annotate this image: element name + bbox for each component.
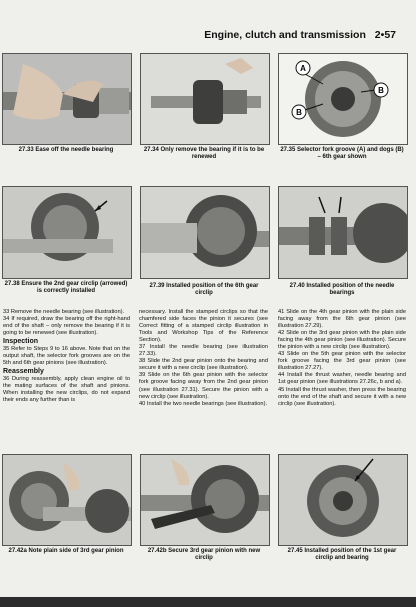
para-44: 44 Install the thrust washer, needle bearing and 1st gear pinion (see illustrations 27.26c, b and a). — [278, 372, 406, 386]
photo-27-42b — [140, 454, 270, 546]
caption-27-33: 27.33 Ease off the needle bearing — [18, 147, 114, 153]
para-37: 37 Install the needle bearing (see illustration 27.33). — [139, 344, 268, 358]
photo-27-45 — [278, 454, 408, 546]
label-a: A — [300, 64, 306, 73]
header-title — [204, 29, 396, 41]
text-column-2 — [139, 309, 268, 408]
section-title: Engine, clutch and transmission — [204, 29, 366, 41]
photo-27-33 — [2, 53, 132, 145]
photo-27-38 — [2, 186, 132, 279]
photo-27-34-image — [141, 54, 269, 144]
para-36: 36 During reassembly, apply clean engine oil to the mating surfaces of the shaft and pinions. When installing the new circlips, do not expand their ends any further than is — [3, 376, 130, 404]
label-b-right: B — [378, 86, 384, 95]
heading-inspection: Inspection — [3, 338, 39, 346]
photo-27-42b-image — [141, 455, 269, 545]
photo-27-42a-image — [3, 455, 131, 545]
para-42: 42 Slide on the 3rd gear pinion with the plain side facing the 4th gear pinion (see illustration). Secure the pinion with a new circlip (see illustration). — [278, 330, 406, 351]
photo-27-42a — [2, 454, 132, 546]
photo-27-34 — [140, 53, 270, 145]
text-column-1 — [3, 309, 130, 405]
para-40: 40 Install the two needle bearings (see illustration). — [139, 400, 268, 407]
photo-27-45-image — [279, 455, 407, 545]
caption-27-45: 27.45 Installed position of the 1st gear circlip and bearing — [287, 548, 397, 562]
caption-27-40: 27.40 Installed position of the needle bearings — [289, 283, 395, 297]
caption-27-38: 27.38 Ensure the 2nd gear circlip (arrowed) is correctly installed — [4, 281, 128, 295]
para-34: 34 If required, draw the bearing off the right-hand end of the shaft – only remove the bearing if it is going to be renewed (see illustration). — [3, 316, 130, 337]
heading-reassembly: Reassembly — [3, 368, 44, 376]
para-39: 39 Slide on the 6th gear pinion with the selector fork groove facing away from the 2nd gear pinion (see illustration 27.31). Secure the pinion with a new circlip (see illustration). — [139, 372, 268, 400]
caption-27-42b: 27.42b Secure 3rd gear pinion with new circlip — [147, 548, 261, 562]
caption-27-34: 27.34 Only remove the bearing if it is to be renewed — [143, 147, 265, 161]
para-36-cont: necessary. Install the stamped circlips so that the chamfered side faces the pinion it secures (see Correct fitting of a stamped circlip illustration in Tools and Workshop Tips of the Reference Section). — [139, 309, 268, 344]
photo-27-38-image — [3, 187, 131, 278]
photo-27-35 — [278, 53, 408, 145]
para-45: 45 Install the thrust washer, then press the bearing onto the end of the shaft and secure it with a new circlip (see illustration). — [278, 386, 406, 407]
photo-27-39 — [140, 186, 270, 279]
para-33: 33 Remove the needle bearing (see illustration). — [3, 309, 125, 315]
caption-27-39: 27.39 Installed position of the 6th gear circlip — [149, 283, 259, 297]
photo-27-35-image — [279, 54, 407, 144]
caption-27-35: 27.35 Selector fork groove (A) and dogs (B) – 6th gear shown — [280, 147, 404, 161]
caption-27-42a: 27.42a Note plain side of 3rd gear pinion — [8, 548, 124, 554]
label-b-left: B — [296, 108, 302, 117]
para-35: 35 Refer to Steps 9 to 16 above. Note that on the output shaft, the selector fork grooves are on the 5th and 6th gear pinions (see illustration). — [3, 346, 130, 367]
photo-27-40 — [278, 186, 408, 279]
page-number: 2•57 — [374, 29, 396, 41]
photo-27-39-image — [141, 187, 269, 278]
text-column-3 — [278, 309, 406, 408]
footer-bar — [0, 597, 416, 607]
para-41: 41 Slide on the 4th gear pinion with the plain side facing away from the 6th gear pinion (see illustration 27.29). — [278, 309, 406, 330]
page-header — [0, 0, 416, 46]
photo-27-33-image — [3, 54, 131, 144]
para-38: 38 Slide the 2nd gear pinion onto the bearing and secure it with a new circlip (see illustration). — [139, 358, 268, 372]
photo-27-40-image — [279, 187, 407, 278]
para-43: 43 Slide on the 5th gear pinion with the selector fork groove facing the 3rd gear pinion (see illustration 27.27). — [278, 351, 406, 372]
